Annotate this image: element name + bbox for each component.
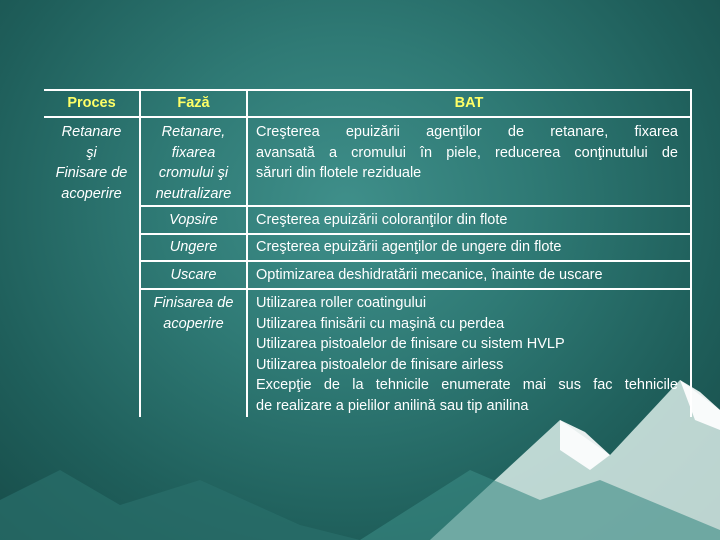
- bat-vopsire: Creşterea epuizării coloranţilor din flote: [256, 212, 508, 228]
- bat-line: Utilizarea pistoalelor de finisare airless: [256, 356, 504, 373]
- faza-line: Retanare,: [161, 124, 226, 140]
- proces-cell: [44, 122, 139, 204]
- bat-finisare-cell: [256, 293, 678, 416]
- faza-line: cromului şi: [158, 165, 229, 181]
- header-bat: BAT: [454, 95, 484, 111]
- header-bottom-border: [44, 116, 692, 118]
- proces-line: acoperire: [61, 185, 122, 202]
- row-divider-ungere: [139, 260, 692, 262]
- proces-line: Finisare de: [55, 165, 128, 181]
- column-divider-2: [246, 89, 248, 417]
- bat-line: Utilizarea roller coatingului: [256, 295, 427, 311]
- bat-retanare-cell: [256, 122, 678, 184]
- header-proces: Proces: [67, 95, 116, 111]
- faza-line: fixarea: [171, 144, 216, 161]
- header-top-border: [44, 89, 692, 91]
- bat-line: Excepţie de la tehnicile enumerate mai sus fac tehnicile: [256, 377, 678, 393]
- header-faza: Fază: [177, 95, 210, 111]
- faza-line: neutralizare: [155, 185, 232, 202]
- bat-line: Creşterea epuizării agenţilor de retanare, fixarea: [256, 124, 678, 140]
- bat-line: Utilizarea finisării cu maşină cu perdea: [256, 315, 505, 332]
- row-divider-vopsire: [139, 233, 692, 235]
- bat-uscare: Optimizarea deshidratării mecanice, înainte de uscare: [256, 267, 603, 283]
- bat-line: de realizare a pielilor anilină sau tip anilina: [256, 397, 529, 414]
- faza-retanare-cell: [141, 122, 246, 204]
- faza-line: Finisarea de: [153, 295, 234, 311]
- bat-line: Utilizarea pistoalelor de finisare cu sistem HVLP: [256, 336, 565, 352]
- faza-vopsire: Vopsire: [169, 212, 218, 228]
- row-divider-retanare: [139, 205, 692, 207]
- bat-ungere: Creşterea epuizării agenţilor de ungere din flote: [256, 239, 562, 255]
- row-divider-uscare: [139, 288, 692, 290]
- bat-line: săruri din flotele reziduale: [256, 165, 422, 181]
- faza-line: acoperire: [163, 315, 224, 332]
- bat-line: avansată a cromului în piele, reducerea conţinutului de: [256, 144, 678, 161]
- faza-ungere: Ungere: [169, 239, 218, 255]
- faza-uscare: Uscare: [170, 267, 217, 283]
- right-border: [690, 89, 692, 417]
- proces-line: Retanare: [61, 124, 122, 140]
- proces-line: şi: [86, 144, 97, 161]
- faza-finisare-cell: [141, 293, 246, 334]
